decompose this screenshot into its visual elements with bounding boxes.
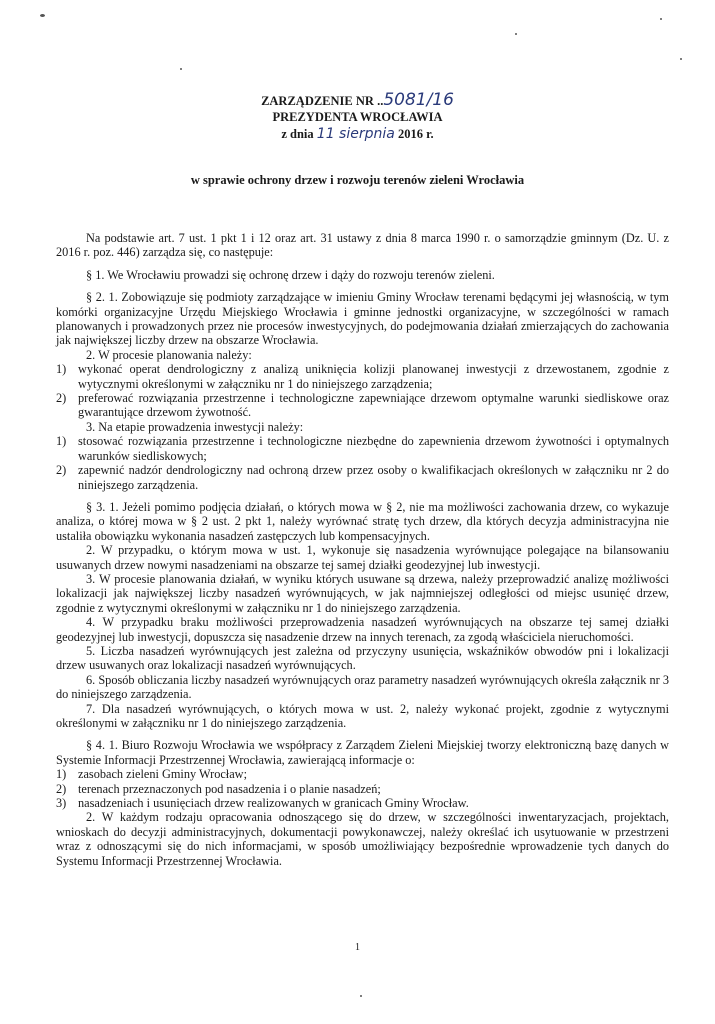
handwritten-date: 11 sierpnia <box>316 126 395 142</box>
section-3-p2: 2. W przypadku, o którym mowa w ust. 1, wykonuje się nasadzenia wyrównujące polegające na bilansowaniu usuwanych drzew nowymi nasadzeniami na obszarze tej samej działki geodezyjnej lub inwestycji. <box>56 543 669 572</box>
list-item-number: 2) <box>56 391 67 406</box>
header-line-office: PREZYDENTA WROCŁAWIA <box>272 110 443 124</box>
list-item-number: 2) <box>56 463 67 478</box>
scan-speck <box>660 18 662 20</box>
header-line-title <box>0 90 715 110</box>
section-3-p3: 3. W procesie planowania działań, w wyniku których usuwane są drzewa, należy przeprowadzić analizę możliwości lokalizacji jak największej liczby nasadzeń wyrównujących, w jak najmniejszej odległości od miejsc usunięć drzew, zgodnie z wytycznymi określonymi w załączniku nr 1 do niniejszego zarządzenia. <box>56 571 669 615</box>
list-item-text: nasadzeniach i usunięciach drzew realizowanych w granicach Gminy Wrocław. <box>78 796 469 811</box>
list-item <box>56 391 669 420</box>
scan-speck <box>515 33 517 35</box>
handwritten-number: 5081/16 <box>383 90 454 110</box>
scan-speck <box>680 58 682 60</box>
list-item-number: 1) <box>56 434 67 449</box>
section-2-p1: § 2. 1. Zobowiązuje się podmioty zarządzające w imieniu Gminy Wrocław terenami będącymi jej własnością, w tym komórki organizacyjne Urzędu Miejskiego Wrocławia i gminne jednostki organizacyjne, w szczególności w ramach planowanych i prowadzonych przez nie procesów inwestycyjnych, do podejmowania działań zmierzających do zachowania jak największej liczby drzew na obszarze Wrocławia. <box>56 290 669 348</box>
list-item <box>56 767 669 781</box>
header-date-suffix: 2016 r. <box>394 127 434 141</box>
section-1: § 1. We Wrocławiu prowadzi się ochronę drzew i dąży do rozwoju terenów zieleni. <box>86 267 495 282</box>
header-dots: .. <box>377 94 384 108</box>
section-3-p6: 6. Sposób obliczania liczby nasadzeń wyrównujących oraz parametry nasadzeń wyrównujących określa załącznik nr 3 do niniejszego zarządzenia. <box>56 672 669 702</box>
list-item-text: zasobach zieleni Gminy Wrocław; <box>78 767 247 782</box>
scan-speck <box>180 68 182 70</box>
list-item-text: stosować rozwiązania przestrzenne i technologiczne niezbędne do zapewnienia drzewom żywotności i optymalnych warunków siedliskowych; <box>78 434 669 463</box>
section-4-p2: 2. W każdym rodzaju opracowania odnoszącego się do drzew, w szczególności inwentaryzacjach, projektach, wnioskach do decyzji administracyjnych, dokumentacji powykonawczej, należy określać ich usytuowanie w przestrzeni wraz z odnoszącymi się do nich informacjami, w sposób umożliwiający bezpośrednie wprowadzenie tych danych do Systemu Informacji Przestrzennej Wrocławia. <box>56 810 669 868</box>
list-item-number: 1) <box>56 362 67 377</box>
list-item <box>56 463 669 492</box>
list-item-text: zapewnić nadzór dendrologiczny nad ochroną drzew przez osoby o kwalifikacjach określonych w załączniku nr 2 do niniejszego zarządzenia. <box>78 463 669 492</box>
section-3-p1: § 3. 1. Jeżeli pomimo podjęcia działań, o których mowa w § 2, nie ma możliwości zachowania drzew, co wykazuje analiza, o której mowa w § 2 ust. 2 pkt 1, należy wyrównać stratę tych drzew, dla których decyzja administracyjna nie ustaliła obowiązku wykonania nasadzeń zastępczych lub kompensacyjnych. <box>56 499 669 543</box>
section-4-p1: § 4. 1. Biuro Rozwoju Wrocławia we współpracy z Zarządem Zieleni Miejskiej tworzy elektroniczną bazę danych w Systemie Informacji Przestrzennej Wrocławia, zawierającą informacje o: <box>56 738 669 767</box>
list-item-number: 2) <box>56 781 67 796</box>
section-2-p2: 2. W procesie planowania należy: <box>86 347 252 362</box>
page-number: 1 <box>355 942 360 953</box>
intro-paragraph: Na podstawie art. 7 ust. 1 pkt 1 i 12 oraz art. 31 ustawy z dnia 8 marca 1990 r. o samorządzie gminnym (Dz. U. z 2016 r. poz. 446) zarządza się, co następuje: <box>56 231 669 260</box>
list-item-number: 3) <box>56 796 67 811</box>
list-item <box>56 796 669 810</box>
header-date-prefix: z dnia <box>281 127 317 141</box>
section-2-p3: 3. Na etapie prowadzenia inwestycji należy: <box>86 419 304 434</box>
list-item-text: terenach przeznaczonych pod nasadzenia i o planie nasadzeń; <box>78 781 381 796</box>
scan-speck <box>360 995 362 997</box>
list-item <box>56 362 669 391</box>
list-item-number: 1) <box>56 767 67 782</box>
section-3-p5: 5. Liczba nasadzeń wyrównujących jest zależna od przyczyny usunięcia, wskaźników obwodów pni i lokalizacji drzew usuwanych oraz lokalizacji nasadzeń wyrównujących. <box>56 643 669 673</box>
list-item <box>56 434 669 463</box>
list-item <box>56 782 669 796</box>
list-item-text: preferować rozwiązania przestrzenne i technologiczne zapewniające drzewom optymalne warunki siedliskowe oraz gwarantujące drzewom żywotność. <box>78 391 669 420</box>
document-body <box>56 231 669 868</box>
header-title-prefix: ZARZĄDZENIE NR <box>261 94 378 108</box>
section-3-p4: 4. W przypadku braku możliwości przeprowadzenia nasadzeń wyrównujących na obszarze tej samej działki geodezyjnej lub inwestycji, dopuszcza się nasadzenie drzew na innych terenach, za zgodą właściciela nieruchomości. <box>56 615 669 644</box>
list-item-text: wykonać operat dendrologiczny z analizą uniknięcia kolizji planowanej inwestycji z drzewostanem, zgodnie z wytycznymi określonymi w załączniku nr 1 do niniejszego zarządzenia; <box>78 362 669 391</box>
header-line-date <box>0 126 715 142</box>
section-3-p7: 7. Dla nasadzeń wyrównujących, o których mowa w ust. 2, należy wykonać projekt, zgodnie z wytycznymi określonymi w załączniku nr 1 do niniejszego zarządzenia. <box>56 701 669 730</box>
document-subject: w sprawie ochrony drzew i rozwoju terenów zieleni Wrocławia <box>190 173 525 187</box>
scan-speck <box>40 14 45 17</box>
